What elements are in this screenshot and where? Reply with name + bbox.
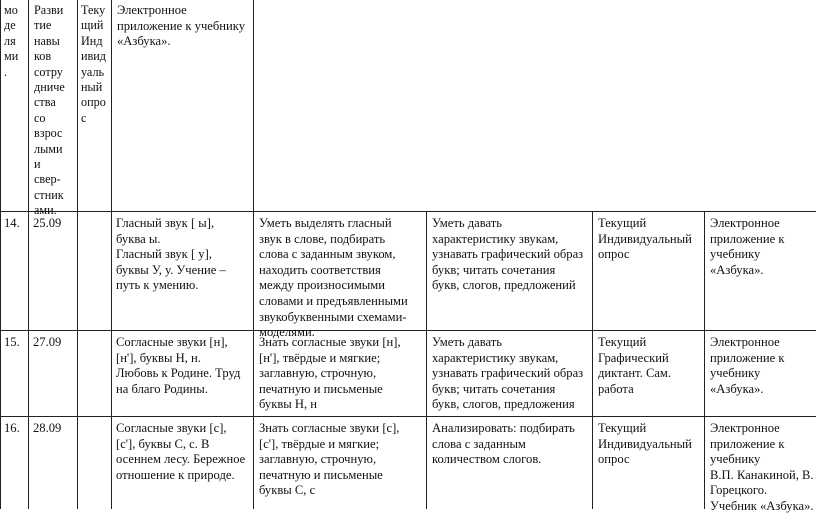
row-subject-skills: Знать согласные звуки [с], [с'], твёрдые и мягкие; заглавную, строчную, печатную и письменые буквы С, с	[259, 421, 400, 498]
row-meta-skills: Уметь давать характеристику звукам, узнавать графический образ букв; читать сочетания букв, слогов, предложения	[432, 335, 584, 412]
top-cell-a: мо де ля ми .	[4, 3, 19, 79]
grid-line	[0, 0, 1, 509]
top-cell-b: Разви тие навы ков сотру дниче ства со взрос лыми и свер- стник ами.	[34, 3, 65, 218]
grid-line	[28, 0, 29, 509]
row-topic: Гласный звук [ ы], буква ы. Гласный звук [ у], буквы У, у. Учение – путь к умению.	[116, 216, 226, 293]
row-control: Текущий Графический диктант. Сам. работа	[598, 335, 672, 396]
grid-line	[704, 211, 705, 509]
row-resources: Электронное приложение к учебнику В.П. Канакиной, В. Горецкого. Учебник «Азбука».	[710, 421, 814, 513]
row-subject-skills: Знать согласные звуки [н], [н'], твёрдые и мягкие; заглавную, строчную, печатную и письменые буквы Н, н	[259, 335, 401, 412]
grid-line	[0, 416, 816, 417]
row-topic: Согласные звуки [с], [с'], буквы С, с. В осеннем лесу. Бережное отношение к природе.	[116, 421, 246, 482]
top-cell-d: Электронное приложение к учебнику «Азбука».	[117, 3, 245, 49]
row-meta-skills: Уметь давать характеристику звукам, узнавать графический образ букв; читать сочетания букв, слогов, предложений	[432, 216, 584, 293]
top-cell-c: Теку щий Инд ивид уаль ный опро с	[81, 3, 106, 125]
grid-line	[77, 0, 78, 509]
row-meta-skills: Анализировать: подбирать слова с заданным количеством слогов.	[432, 421, 575, 467]
row-subject-skills: Уметь выделять гласный звук в слове, подбирать слова с заданным звуком, находить соответствия между произносимыми словами и предъявленными звукобуквенными схемами- моделями.	[259, 216, 408, 340]
row-date: 28.09	[33, 421, 62, 435]
row-number: 14.	[4, 216, 20, 230]
grid-line	[426, 211, 427, 509]
row-control: Текущий Индивидуальный опрос	[598, 216, 692, 262]
row-number: 16.	[4, 421, 20, 435]
row-date: 27.09	[33, 335, 62, 349]
row-date: 25.09	[33, 216, 62, 230]
grid-line	[111, 0, 112, 509]
grid-line	[253, 0, 254, 509]
row-topic: Согласные звуки [н], [н'], буквы Н, н. Любовь к Родине. Труд на благо Родины.	[116, 335, 241, 396]
grid-line	[592, 211, 593, 509]
row-number: 15.	[4, 335, 20, 349]
grid-line	[0, 211, 816, 212]
row-resources: Электронное приложение к учебнику «Азбука».	[710, 216, 785, 277]
row-resources: Электронное приложение к учебнику «Азбука».	[710, 335, 785, 396]
row-control: Текущий Индивидуальный опрос	[598, 421, 692, 467]
